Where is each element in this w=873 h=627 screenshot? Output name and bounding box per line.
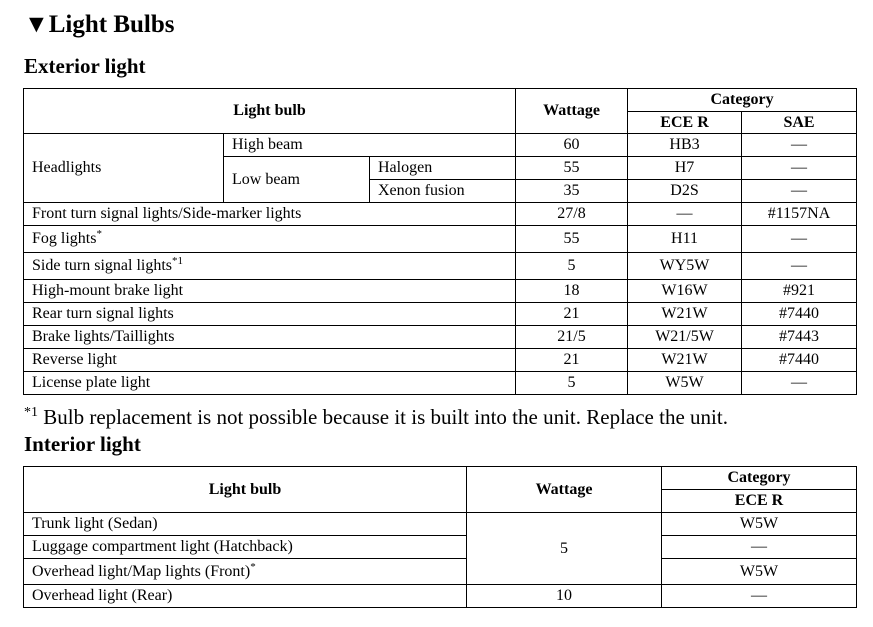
bulb-label-text: Rear turn signal lights	[32, 305, 174, 322]
bulb-label-text: License plate light	[32, 374, 151, 391]
wattage-cell: 18	[516, 280, 628, 303]
sae-cell: #921	[742, 280, 857, 303]
ece-cell: WY5W	[628, 253, 742, 280]
page-title	[24, 8, 175, 42]
triangle-down-icon: ▼	[24, 11, 49, 38]
bulb-label-text: Side turn signal lights	[32, 257, 172, 274]
headlights-label: Headlights	[24, 134, 224, 203]
wattage-cell: 55	[516, 226, 628, 253]
bulb-label-text: High-mount brake light	[32, 282, 184, 299]
bulb-label	[24, 585, 467, 608]
exterior-section-title: Exterior light	[24, 54, 146, 78]
table-header-row	[24, 89, 857, 112]
header-light-bulb: Light bulb	[24, 467, 467, 513]
ece-cell: —	[662, 536, 857, 559]
table-row	[24, 513, 857, 536]
sae-cell: —	[742, 134, 857, 157]
footnote-text: Bulb replacement is not possible because it is built into the unit. Replace the unit.	[38, 405, 728, 429]
sae-cell: —	[742, 226, 857, 253]
bulb-label-text: Overhead light (Rear)	[32, 587, 173, 604]
sae-cell: —	[742, 157, 857, 180]
bulb-label	[24, 372, 516, 395]
ece-cell: W16W	[628, 280, 742, 303]
footnote-mark: *1	[24, 405, 38, 420]
footnote-mark: *	[250, 560, 256, 573]
ece-cell: W21/5W	[628, 326, 742, 349]
ece-cell: W21W	[628, 303, 742, 326]
ece-cell: H11	[628, 226, 742, 253]
bulb-label	[24, 349, 516, 372]
table-row	[24, 372, 857, 395]
wattage-cell: 5	[516, 372, 628, 395]
ece-cell: H7	[628, 157, 742, 180]
bulb-label-text: Trunk light (Sedan)	[32, 515, 158, 532]
sae-cell: —	[742, 372, 857, 395]
bulb-label-text: Front turn signal lights/Side-marker lights	[32, 205, 302, 222]
xenon-fusion-label: Xenon fusion	[370, 180, 516, 203]
table-header-row	[24, 467, 857, 490]
wattage-cell: 55	[516, 157, 628, 180]
footnote-mark: *1	[172, 255, 183, 267]
bulb-label-text: Reverse light	[32, 351, 117, 368]
ece-cell: W21W	[628, 349, 742, 372]
ece-cell: HB3	[628, 134, 742, 157]
sae-cell: #1157NA	[742, 203, 857, 226]
ece-cell: W5W	[628, 372, 742, 395]
table-row	[24, 226, 857, 253]
table-row	[24, 585, 857, 608]
wattage-cell: 21	[516, 303, 628, 326]
table-row	[24, 253, 857, 280]
ece-cell: W5W	[662, 513, 857, 536]
interior-light-table	[23, 466, 857, 608]
ece-cell: —	[628, 203, 742, 226]
sae-cell: #7440	[742, 303, 857, 326]
table-row	[24, 349, 857, 372]
ece-cell: D2S	[628, 180, 742, 203]
table-row	[24, 203, 857, 226]
bulb-label-text: Luggage compartment light (Hatchback)	[32, 538, 293, 555]
halogen-label: Halogen	[370, 157, 516, 180]
bulb-label	[24, 280, 516, 303]
bulb-label	[24, 513, 467, 536]
exterior-light-table	[23, 88, 857, 395]
table-row	[24, 303, 857, 326]
high-beam-label: High beam	[224, 134, 516, 157]
wattage-cell: 35	[516, 180, 628, 203]
header-sae: SAE	[742, 112, 857, 134]
sae-cell: —	[742, 253, 857, 280]
sae-cell: —	[742, 180, 857, 203]
bulb-label-text: Overhead light/Map lights (Front)	[32, 562, 251, 580]
table-row	[24, 326, 857, 349]
sae-cell: #7440	[742, 349, 857, 372]
table-row	[24, 134, 857, 157]
header-category: Category	[662, 467, 857, 490]
bulb-label	[24, 226, 516, 253]
header-wattage: Wattage	[467, 467, 662, 513]
wattage-cell: 27/8	[516, 203, 628, 226]
bulb-label	[24, 559, 467, 585]
bulb-label	[24, 253, 516, 280]
sae-cell: #7443	[742, 326, 857, 349]
bulb-label	[24, 303, 516, 326]
header-category: Category	[628, 89, 857, 112]
header-light-bulb: Light bulb	[24, 89, 516, 134]
wattage-cell: 21/5	[516, 326, 628, 349]
ece-cell: W5W	[662, 559, 857, 585]
shared-wattage-cell: 5	[467, 513, 662, 585]
footnote	[24, 403, 728, 431]
wattage-cell: 10	[467, 585, 662, 608]
page-title-text: Light Bulbs	[48, 11, 175, 38]
bulb-label-text: Fog lights	[32, 230, 97, 247]
table-row	[24, 536, 857, 559]
table-row	[24, 280, 857, 303]
bulb-label-text: Brake lights/Taillights	[32, 328, 175, 345]
header-ece-r: ECE R	[628, 112, 742, 134]
low-beam-label: Low beam	[224, 157, 370, 203]
wattage-cell: 60	[516, 134, 628, 157]
wattage-cell: 21	[516, 349, 628, 372]
bulb-label	[24, 326, 516, 349]
header-wattage: Wattage	[516, 89, 628, 134]
ece-cell: —	[662, 585, 857, 608]
wattage-cell: 5	[516, 253, 628, 280]
interior-section-title: Interior light	[24, 432, 141, 456]
bulb-label	[24, 203, 516, 226]
bulb-label	[24, 536, 467, 559]
footnote-mark: *	[96, 228, 102, 240]
header-ece-r: ECE R	[662, 490, 857, 513]
table-row	[24, 559, 857, 585]
